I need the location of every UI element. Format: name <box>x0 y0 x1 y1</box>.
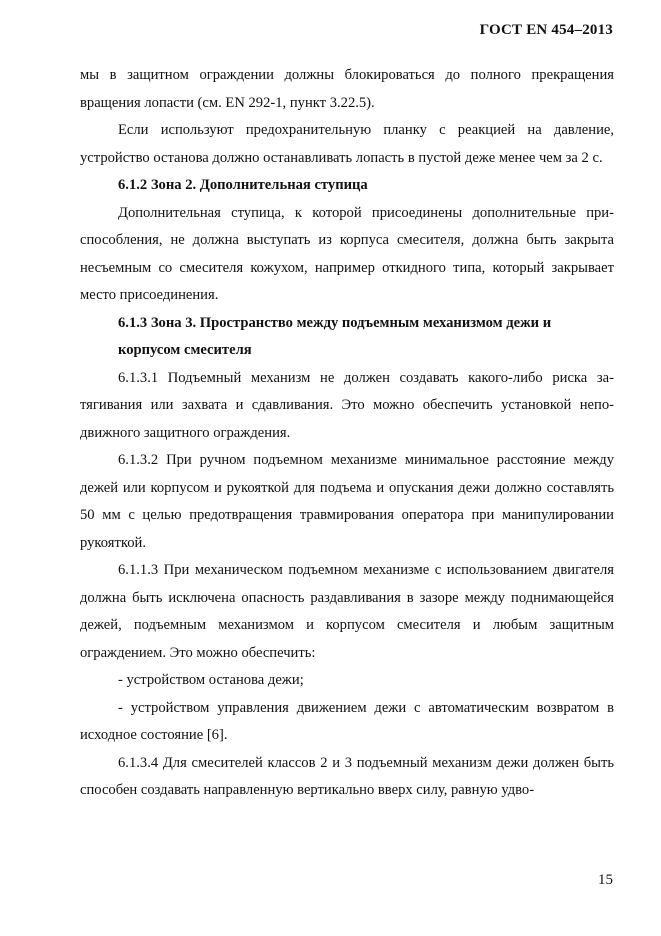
page-number: 15 <box>598 872 613 888</box>
document-header: ГОСТ EN 454–2013 <box>479 22 613 38</box>
list-item: - устройством управления движением дежи с автоматическим возвратом в исходное состояние [6]. <box>80 699 614 743</box>
paragraph: 6.1.3.1 Подъемный механизм не должен создавать какого-либо риска затягивания или захвата и сдавливания. Это можно обеспечить установкой неподвижного защитного ограждения. <box>80 369 614 441</box>
paragraph: 6.1.3.4 Для смесителей классов 2 и 3 подъемный механизм дежи должен быть способен создавать направленную вертикально вверх силу, равную удво- <box>80 754 614 798</box>
section-heading: 6.1.3 Зона 3. Пространство между подъемным механизмом дежи и корпусом смесителя <box>118 314 552 358</box>
paragraph: 6.1.3.2 При ручном подъемном механизме минимальное расстояние между дежей или корпусом и рукояткой для подъема и опускания дежи должно составлять 50 мм с целью предотвращения травмирования оператора при манипулировании рукояткой. <box>80 452 614 551</box>
document-body <box>80 62 614 805</box>
section-heading: 6.1.2 Зона 2. Дополнительная ступица <box>118 177 368 193</box>
paragraph: Дополнительная ступица, к которой присоединены дополнительные приспособления, не должна выступать из корпуса смесителя, должна быть закрыта несъемным со смесителя кожухом, например откидного типа, который закрывает место присоединения. <box>80 204 614 303</box>
list-item: - устройством останова дежи; <box>118 672 304 688</box>
paragraph: 6.1.1.3 При механическом подъемном механизме с использованием двигателя должна быть исключена опасность раздавливания в зазоре между поднимающейся дежей, подъемным механизмом и корпусом смесителя и любым защитным ограждением. Это можно обеспечить: <box>80 562 614 661</box>
paragraph: Если используют предохранительную планку с реакцией на давление, устройство останова должно останавливать лопасть в пустой деже менее чем за 2 с. <box>80 122 614 166</box>
paragraph: мы в защитном ограждении должны блокироваться до полного прекращения вращения лопасти (см. EN 292-1, пункт 3.22.5). <box>80 67 614 111</box>
